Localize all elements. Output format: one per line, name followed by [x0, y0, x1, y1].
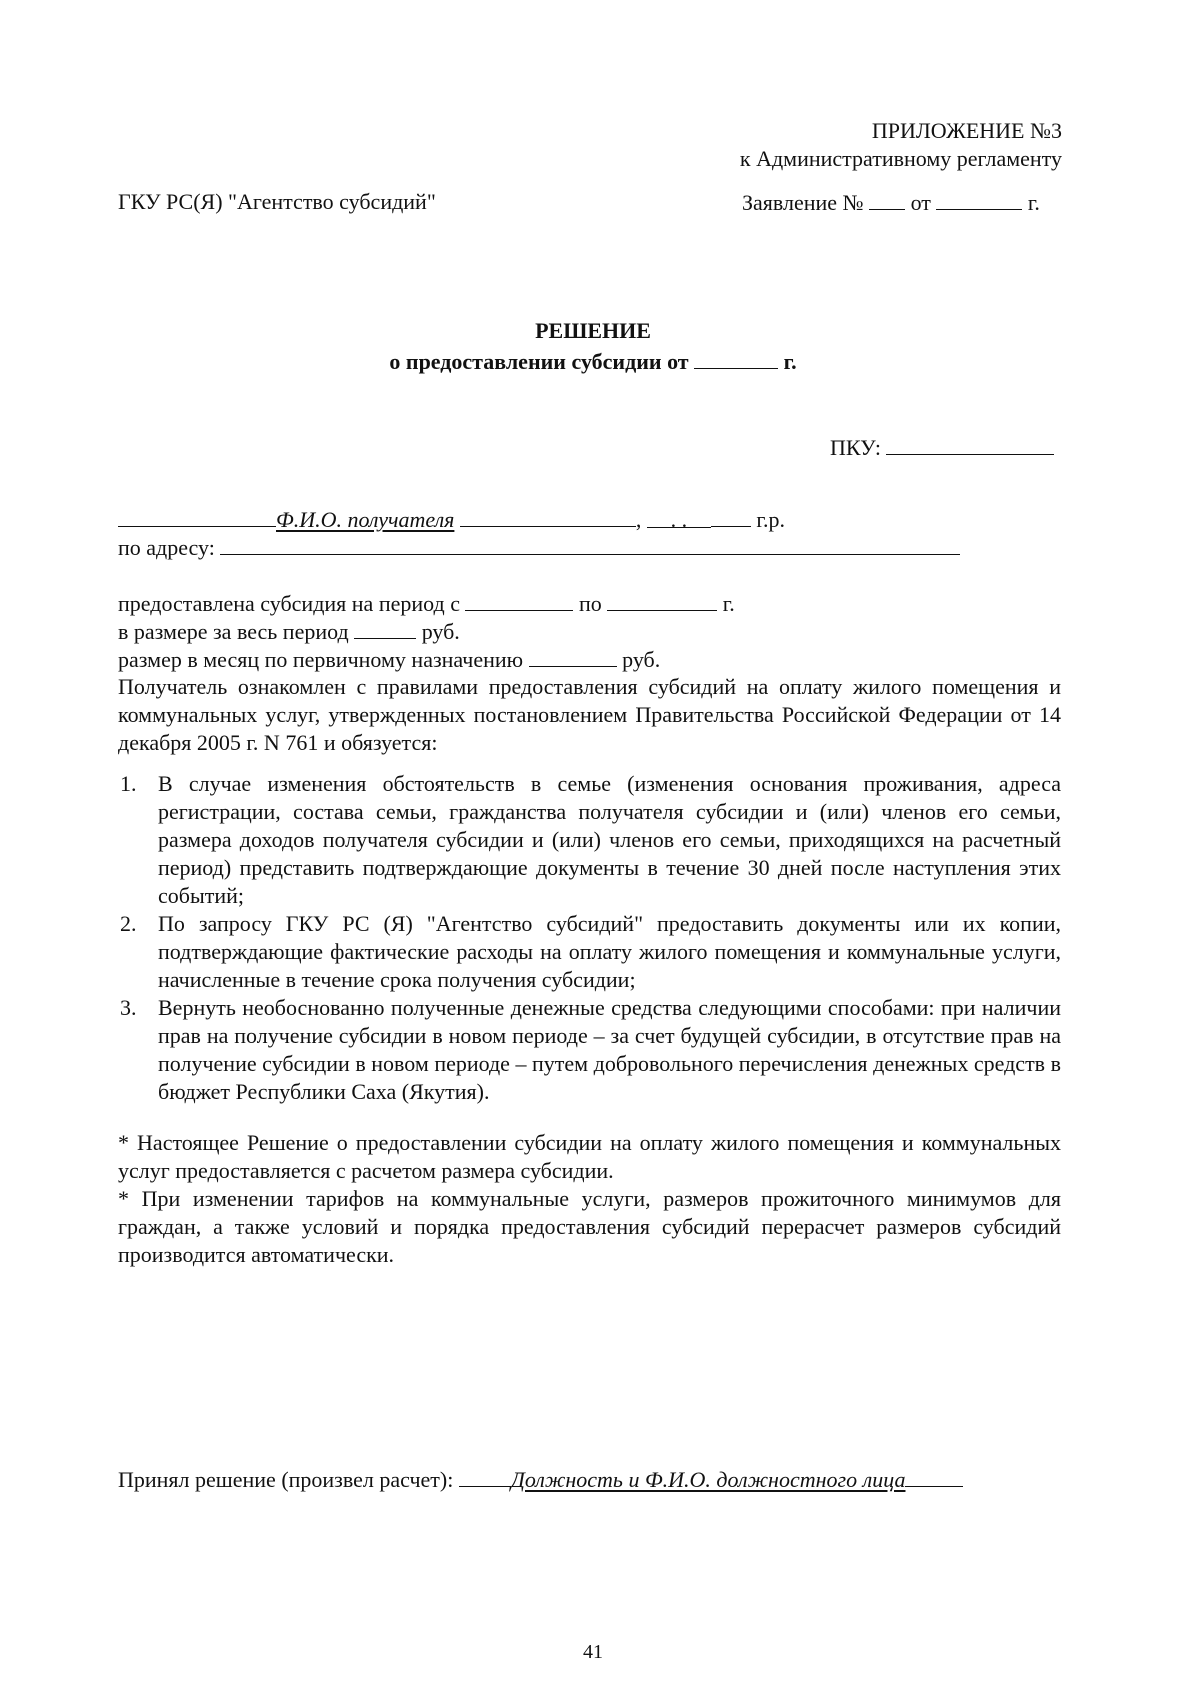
document-subtitle: о предоставлении субсидии от [389, 349, 689, 374]
intro-paragraph: Получатель ознакомлен с правилами предоставления субсидий на оплату жилого помещения и коммунальных услуг, утвержденных постановлением Правительства Российской Федерации от 14 декабря 2005 г. N 761 и обязуется: [118, 674, 1061, 755]
obligations-list [118, 770, 1061, 1106]
pku-label: ПКУ: [830, 435, 881, 460]
note-recalculation-info: * Настоящее Решение о предоставлении субсидии на оплату жилого помещения и коммунальных услуг предоставляется с расчетом размера субсидии. [118, 1130, 1061, 1183]
birth-year-blank[interactable] [711, 505, 751, 527]
document-subtitle-year: г. [783, 349, 797, 374]
application-date-blank[interactable] [936, 188, 1022, 210]
subsidy-total-line [118, 617, 460, 646]
subsidy-total-blank[interactable] [354, 617, 416, 639]
obligation-number: 1. [120, 771, 137, 796]
address-label: по адресу: [118, 535, 215, 560]
address-line [118, 533, 960, 562]
document-title: РЕШЕНИЕ [535, 318, 651, 343]
period-end-blank[interactable] [607, 589, 717, 611]
birth-date-dots: . . [670, 507, 688, 532]
application-label: Заявление № [742, 190, 864, 215]
period-year-label: г. [722, 591, 735, 616]
obligation-number: 3. [120, 995, 137, 1020]
decision-date-blank[interactable] [694, 347, 778, 369]
birth-date-blank[interactable] [647, 506, 711, 532]
recipient-comma: , [635, 507, 642, 532]
appendix-title: ПРИЛОЖЕНИЕ №3 [871, 118, 1062, 143]
signature-label: Принял решение (произвел расчет): [118, 1467, 454, 1492]
recipient-fio-label: Ф.И.О. получателя [276, 507, 455, 532]
subsidy-monthly-line [118, 645, 660, 674]
pku-line [830, 433, 1054, 462]
recipient-line [118, 505, 785, 534]
appendix-subtitle: к Административному регламенту [739, 146, 1062, 171]
subsidy-monthly-unit: руб. [622, 647, 661, 672]
signature-value: Должность и Ф.И.О. должностного лица [510, 1467, 906, 1492]
application-from-label: от [910, 190, 931, 215]
obligation-item [118, 770, 1061, 910]
subsidy-period-label: предоставлена субсидия на период с [118, 591, 460, 616]
application-number-blank[interactable] [869, 188, 905, 210]
subsidy-monthly-blank[interactable] [529, 645, 617, 667]
note-tariff-change: * При изменении тарифов на коммунальные услуги, размеров прожиточного минимумов для граждан, а также условий и порядка предоставления субсидий перерасчет размеров субсидий производится автоматически. [118, 1186, 1061, 1267]
fio-blank-left[interactable] [118, 505, 276, 527]
document-subtitle-line [0, 347, 1186, 376]
organization-name: ГКУ РС(Я) "Агентство субсидий" [118, 189, 436, 214]
obligation-item [118, 910, 1061, 994]
subsidy-total-unit: руб. [421, 619, 460, 644]
subsidy-period-line [118, 589, 735, 618]
pku-blank[interactable] [886, 433, 1054, 455]
subsidy-monthly-label: размер в месяц по первичному назначению [118, 647, 524, 672]
obligation-text: В случае изменения обстоятельств в семье (изменения основания проживания, адреса регистрации, состава семьи, гражданства получателя субсидии и (или) членов его семьи, размера доходов получателя субсидии и (или) членов его семьи, приходящихся на расчетный период) представить подтверждающие документы в течение 30 дней после наступления этих событий; [158, 771, 1061, 908]
signature-blank-left[interactable] [459, 1465, 511, 1487]
period-start-blank[interactable] [465, 589, 573, 611]
application-year-label: г. [1027, 190, 1040, 215]
page-number: 41 [583, 1641, 603, 1663]
subsidy-total-label: в размере за весь период [118, 619, 349, 644]
signature-blank-right[interactable] [905, 1465, 963, 1487]
obligation-text: По запросу ГКУ РС (Я) "Агентство субсидий" предоставить документы или их копии, подтверждающие фактические расходы на оплату жилого помещения и коммунальные услуги, начисленные в течение срока получения субсидии; [158, 911, 1061, 992]
signature-line [118, 1465, 963, 1494]
application-number-line [742, 188, 1040, 217]
obligation-item [118, 994, 1061, 1106]
obligation-text: Вернуть необоснованно полученные денежные средства следующими способами: при наличии прав на получение субсидии в новом периоде – за счет будущей субсидии, в отсутствие прав на получение субсидии в новом периоде – путем добровольного перечисления денежных средств в бюджет Республики Саха (Якутия). [158, 995, 1061, 1104]
obligation-number: 2. [120, 911, 137, 936]
period-to-label: по [578, 591, 602, 616]
birth-label: г.р. [756, 507, 785, 532]
fio-blank-right[interactable] [460, 505, 636, 527]
address-blank[interactable] [220, 533, 960, 555]
